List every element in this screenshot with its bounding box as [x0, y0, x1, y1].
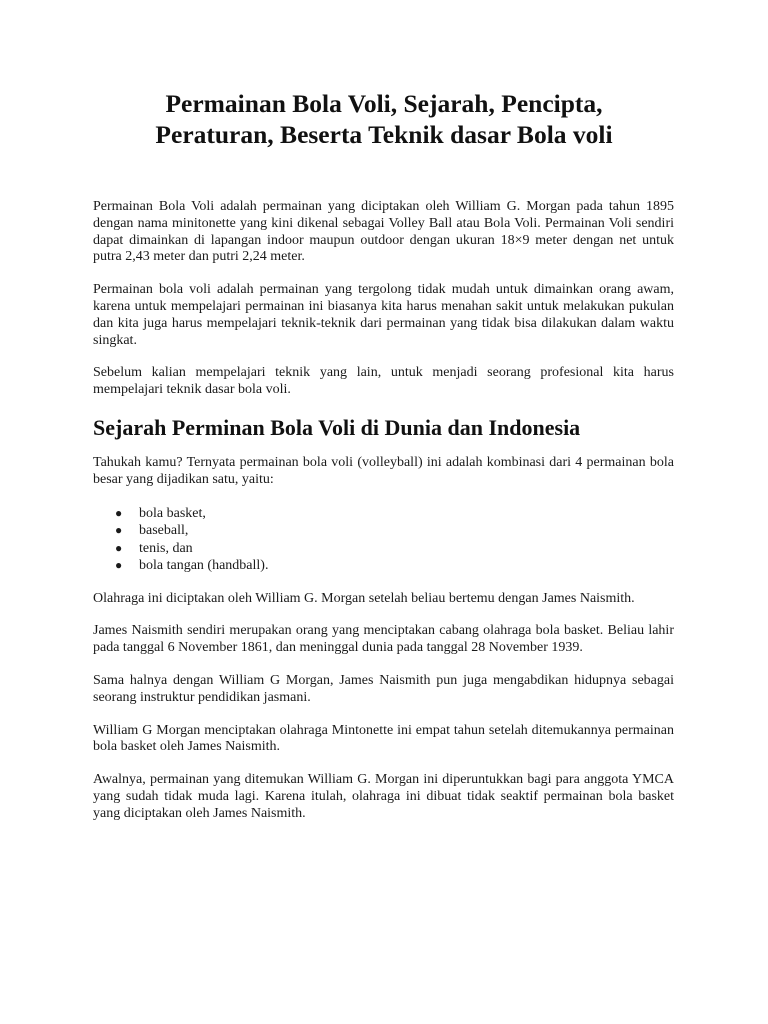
- bullet-list: [93, 505, 674, 575]
- intro-paragraph: Permainan bola voli adalah permainan yang tergolong tidak mudah untuk dimainkan orang awam, karena untuk mempelajari permainan ini biasanya kita harus menahan sakit untuk melakukan pukulan dan kita juga harus mempelajari teknik-teknik dari permainan yang tidak bisa dilakukan dalam waktu singkat.: [93, 282, 674, 348]
- list-item: [93, 557, 674, 575]
- list-item-text: bola basket,: [139, 505, 206, 521]
- body-paragraph: Sama halnya dengan William G Morgan, James Naismith pun juga mengabdikan hidupnya sebagai seorang instruktur pendidikan jasmani.: [93, 672, 674, 705]
- body-paragraph: William G Morgan menciptakan olahraga Mintonette ini empat tahun setelah ditemukannya permainan bola basket oleh James Naismith.: [93, 722, 674, 755]
- title-line-2: Peraturan, Beserta Teknik dasar Bola voli: [155, 120, 613, 149]
- intro-paragraph: Sebelum kalian mempelajari teknik yang lain, untuk menjadi seorang profesional kita harus mempelajari teknik dasar bola voli.: [93, 365, 674, 398]
- section-heading: Sejarah Perminan Bola Voli di Dunia dan Indonesia: [93, 414, 581, 440]
- bullet-icon: ●: [115, 558, 123, 573]
- list-item-text: bola tangan (handball).: [139, 558, 269, 574]
- document-title: [60, 88, 708, 150]
- intro-paragraph: Permainan Bola Voli adalah permainan yang diciptakan oleh William G. Morgan pada tahun 1895 dengan nama minitonette yang kini dikenal sebagai Volley Ball atau Bola Voli. Permainan Voli sendiri dapat dimainkan di lapangan indoor maupun outdoor dengan ukuran 18×9 meter dengan net untuk putra 2,43 meter dan putri 2,24 meter.: [93, 199, 674, 265]
- title-line-1: Permainan Bola Voli, Sejarah, Pencipta,: [165, 89, 603, 118]
- bullet-icon: ●: [115, 540, 123, 555]
- body-paragraph: James Naismith sendiri merupakan orang yang menciptakan cabang olahraga bola basket. Beliau lahir pada tanggal 6 November 1861, dan meninggal dunia pada tanggal 28 November 1939.: [93, 623, 674, 656]
- body-paragraph: Olahraga ini diciptakan oleh William G. Morgan setelah beliau bertemu dengan James Naismith.: [93, 590, 635, 606]
- list-item-text: baseball,: [139, 523, 189, 539]
- list-item: [93, 522, 674, 540]
- list-item-text: tenis, dan: [139, 540, 193, 556]
- bullet-icon: ●: [115, 523, 123, 538]
- section-intro-paragraph: Tahukah kamu? Ternyata permainan bola voli (volleyball) ini adalah kombinasi dari 4 permainan bola besar yang dijadikan satu, yaitu:: [93, 454, 674, 487]
- document-body: [93, 199, 674, 839]
- body-paragraph: Awalnya, permainan yang ditemukan William G. Morgan ini diperuntukkan bagi para anggota YMCA yang sudah tidak muda lagi. Karena itulah, olahraga ini dibuat tidak seaktif permainan bola basket yang diciptakan oleh James Naismith.: [93, 772, 674, 821]
- list-item: [93, 505, 674, 523]
- bullet-icon: ●: [115, 505, 123, 520]
- list-item: [93, 540, 674, 558]
